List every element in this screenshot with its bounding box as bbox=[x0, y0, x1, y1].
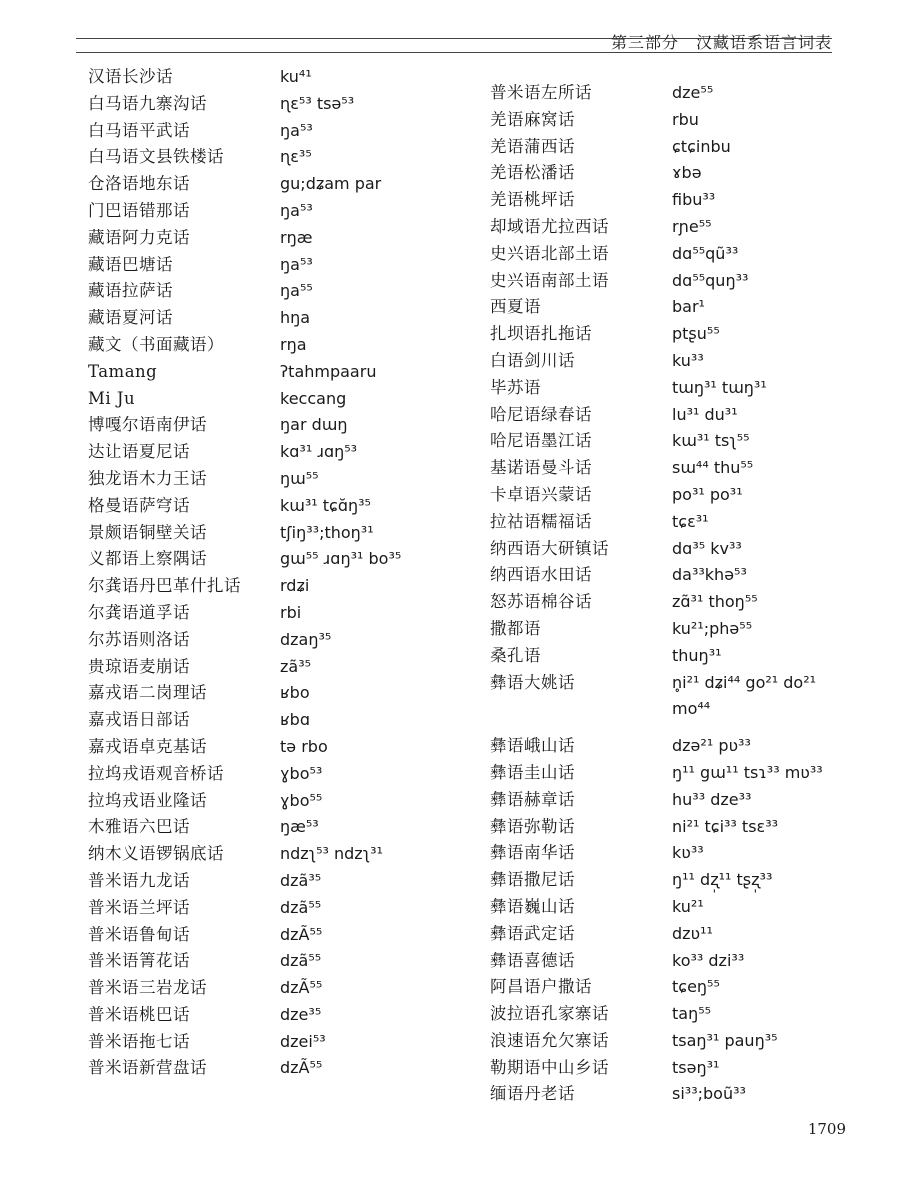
word-form: kɯ³¹ tɕɑ̆ŋ³⁵ bbox=[280, 495, 371, 515]
word-entry-row bbox=[88, 198, 488, 225]
word-form: si³³;boũ³³ bbox=[672, 1084, 746, 1104]
word-form: rŋa bbox=[280, 334, 307, 354]
language-name: 藏文（书面藏语） bbox=[88, 334, 224, 354]
language-name: 彝语圭山话 bbox=[490, 762, 575, 782]
language-name: 史兴语北部土语 bbox=[490, 243, 609, 263]
language-name: 西夏语 bbox=[490, 297, 541, 317]
word-entry-row bbox=[88, 466, 488, 493]
language-name: 卡卓语兴蒙话 bbox=[490, 484, 592, 504]
word-form: ʁbɑ bbox=[280, 710, 310, 730]
word-form: dɑ⁵⁵quŋ³³ bbox=[672, 270, 749, 290]
word-form: tɯŋ³¹ tɯŋ³¹ bbox=[672, 377, 767, 397]
language-name: 尔苏语则洛话 bbox=[88, 629, 190, 649]
word-entry-row bbox=[88, 841, 488, 868]
word-entry-row bbox=[490, 214, 890, 241]
word-entry-row bbox=[490, 268, 890, 295]
word-entry-row bbox=[490, 1028, 890, 1055]
word-form: ko³³ dzi³³ bbox=[672, 950, 745, 970]
word-form: tʃiŋ³³;thoŋ³¹ bbox=[280, 522, 374, 542]
word-entry-row bbox=[490, 840, 890, 867]
word-entry-row bbox=[490, 760, 890, 787]
word-entry-row bbox=[490, 921, 890, 948]
word-entry-row bbox=[88, 922, 488, 949]
language-name: 独龙语木力王话 bbox=[88, 468, 207, 488]
word-form: rbi bbox=[280, 602, 302, 622]
word-entry-row bbox=[490, 402, 890, 429]
word-entry-row bbox=[490, 294, 890, 321]
word-entry-row bbox=[88, 948, 488, 975]
language-name: 义都语上察隅话 bbox=[88, 549, 207, 569]
word-entry-row bbox=[490, 616, 890, 643]
language-name: 纳木义语锣锅底话 bbox=[88, 844, 224, 864]
language-name: 普米语拖七话 bbox=[88, 1031, 190, 1051]
word-entry-row bbox=[490, 375, 890, 402]
language-name: 藏语夏河话 bbox=[88, 308, 173, 328]
right-word-column bbox=[490, 80, 890, 1108]
word-entry-row bbox=[88, 573, 488, 600]
word-form: rɲe⁵⁵ bbox=[672, 216, 712, 236]
word-entry-row bbox=[88, 493, 488, 520]
word-entry-row bbox=[490, 509, 890, 536]
word-entry-row bbox=[88, 225, 488, 252]
language-name: 哈尼语绿春话 bbox=[490, 404, 592, 424]
word-entry-row bbox=[88, 627, 488, 654]
word-form: ŋa⁵³ bbox=[280, 120, 313, 140]
language-name: 扎坝语扎拖话 bbox=[490, 324, 592, 344]
word-form: ŋa⁵³ bbox=[280, 254, 313, 274]
language-name: 嘉戎语二岗理话 bbox=[88, 683, 207, 703]
word-form: ku³³ bbox=[672, 350, 704, 370]
word-entry-row bbox=[88, 975, 488, 1002]
word-form: zã³⁵ bbox=[280, 656, 312, 676]
word-entry-row bbox=[490, 670, 890, 697]
word-form: bar¹ bbox=[672, 297, 705, 317]
word-form: ŋa⁵³ bbox=[280, 200, 313, 220]
word-entry-row bbox=[490, 134, 890, 161]
word-entry-row bbox=[490, 321, 890, 348]
word-form: keccang bbox=[280, 388, 347, 408]
language-name: 白马语九寨沟话 bbox=[88, 93, 207, 113]
word-form: gu;dʑam par bbox=[280, 174, 382, 194]
word-form: dzã³⁵ bbox=[280, 870, 322, 890]
word-entry-row bbox=[88, 252, 488, 279]
language-name: 彝语喜德话 bbox=[490, 950, 575, 970]
language-name: 彝语弥勒话 bbox=[490, 816, 575, 836]
word-form: ŋæ⁵³ bbox=[280, 817, 319, 837]
word-entry-row bbox=[490, 80, 890, 107]
word-entry-row bbox=[490, 643, 890, 670]
word-entry-row bbox=[88, 91, 488, 118]
word-form: rdʑi bbox=[280, 576, 310, 596]
language-name: 白马语文县铁楼话 bbox=[88, 147, 224, 167]
word-form: ku⁴¹ bbox=[280, 67, 312, 86]
word-entry-row bbox=[490, 348, 890, 375]
language-name: 格曼语萨穹话 bbox=[88, 495, 190, 515]
language-name: 怒苏语棉谷话 bbox=[490, 592, 592, 612]
language-name: 景颇语铜壁关话 bbox=[88, 522, 207, 542]
language-name: 普米语桃巴话 bbox=[88, 1004, 190, 1024]
language-name: 普米语三岩龙话 bbox=[88, 978, 207, 998]
language-name: 彝语撒尼话 bbox=[490, 870, 575, 890]
word-entry-row bbox=[490, 1081, 890, 1108]
language-name: 羌语蒲西话 bbox=[490, 136, 575, 156]
word-form: dzə²¹ pʋ³³ bbox=[672, 736, 751, 756]
language-name: 阿昌语户撒话 bbox=[490, 977, 592, 997]
language-name: 门巴语错那话 bbox=[88, 200, 190, 220]
word-form: sɯ⁴⁴ thu⁵⁵ bbox=[672, 458, 754, 478]
language-name: 尔龚语丹巴革什扎话 bbox=[88, 576, 241, 596]
language-name: 缅语丹老话 bbox=[490, 1084, 575, 1104]
word-form: ptʂu⁵⁵ bbox=[672, 324, 720, 344]
language-name: 尔龚语道孚话 bbox=[88, 602, 190, 622]
word-entry-row bbox=[490, 1001, 890, 1028]
word-entry-row bbox=[490, 428, 890, 455]
language-name: 彝语巍山话 bbox=[490, 896, 575, 916]
word-form: ɣbo⁵⁵ bbox=[280, 790, 323, 810]
language-name: 彝语大姚话 bbox=[490, 672, 575, 692]
word-entry-row bbox=[88, 734, 488, 761]
word-entry-row bbox=[490, 562, 890, 589]
word-entry-row bbox=[88, 412, 488, 439]
word-form: dzÃ⁵⁵ bbox=[280, 924, 323, 944]
language-name: 普米语新营盘话 bbox=[88, 1058, 207, 1078]
language-name: 纳西语大研镇话 bbox=[490, 538, 609, 558]
word-form: tɕɛ³¹ bbox=[672, 511, 709, 531]
language-name: 羌语桃坪话 bbox=[490, 190, 575, 210]
word-form: dze³⁵ bbox=[280, 1004, 322, 1024]
word-form: ŋa⁵⁵ bbox=[280, 281, 313, 301]
word-entry-row bbox=[88, 520, 488, 547]
word-entry-row bbox=[490, 948, 890, 975]
word-form: fibu³³ bbox=[672, 190, 716, 210]
word-entry-row bbox=[88, 707, 488, 734]
word-entry-row bbox=[490, 696, 890, 723]
language-name: 哈尼语墨江话 bbox=[490, 431, 592, 451]
language-name: 达让语夏尼话 bbox=[88, 442, 190, 462]
word-entry-row bbox=[88, 1029, 488, 1056]
word-form: ɳɛ⁵³ tsə⁵³ bbox=[280, 93, 355, 113]
word-entry-row bbox=[88, 761, 488, 788]
word-form: ŋɯ⁵⁵ bbox=[280, 468, 319, 488]
word-entry-row bbox=[88, 1002, 488, 1029]
word-form: ɳɛ³⁵ bbox=[280, 147, 312, 167]
word-entry-row bbox=[490, 589, 890, 616]
language-name: 仓洛语地东话 bbox=[88, 174, 190, 194]
language-name: 毕苏语 bbox=[490, 377, 541, 397]
word-form: ɤbə bbox=[672, 163, 702, 183]
word-form: tə rbo bbox=[280, 736, 328, 756]
word-entry-row bbox=[490, 187, 890, 214]
language-name: 藏语巴塘话 bbox=[88, 254, 173, 274]
word-form: thuŋ³¹ bbox=[672, 645, 722, 665]
word-entry-row bbox=[88, 332, 488, 359]
word-form: dɑ³⁵ kv³³ bbox=[672, 538, 742, 558]
word-form: tsaŋ³¹ pauŋ³⁵ bbox=[672, 1030, 778, 1050]
language-name: 彝语赫章话 bbox=[490, 789, 575, 809]
language-name: 浪速语允欠寨话 bbox=[490, 1030, 609, 1050]
language-name: 拉祜语糯福话 bbox=[490, 511, 592, 531]
language-name: 波拉语孔家寨话 bbox=[490, 1004, 609, 1024]
word-form: dzÃ⁵⁵ bbox=[280, 1058, 323, 1078]
word-form: dzaŋ³⁵ bbox=[280, 629, 332, 649]
word-entry-row bbox=[88, 359, 488, 386]
word-form: ŋar dɯŋ bbox=[280, 415, 348, 435]
word-form: ndzʅ⁵³ ndzʅ³¹ bbox=[280, 844, 383, 864]
language-name: 白马语平武话 bbox=[88, 120, 190, 140]
word-form: dzã⁵⁵ bbox=[280, 897, 322, 917]
word-entry-row bbox=[88, 305, 488, 332]
word-entry-row bbox=[88, 788, 488, 815]
word-entry-row bbox=[490, 536, 890, 563]
language-name: 桑孔语 bbox=[490, 645, 541, 665]
language-name: 拉坞戎语观音桥话 bbox=[88, 763, 224, 783]
word-entry-row bbox=[88, 814, 488, 841]
language-name: 普米语箐花话 bbox=[88, 951, 190, 971]
word-entry-row bbox=[490, 733, 890, 760]
word-entry-row bbox=[88, 600, 488, 627]
word-form: kɑ³¹ ɹɑŋ⁵³ bbox=[280, 442, 358, 462]
language-name: 基诺语曼斗话 bbox=[490, 458, 592, 478]
word-entry-row bbox=[490, 814, 890, 841]
word-form: dzÃ⁵⁵ bbox=[280, 978, 323, 998]
language-name: 却域语尤拉西话 bbox=[490, 216, 609, 236]
word-entry-row bbox=[490, 974, 890, 1001]
language-name: 嘉戎语日部话 bbox=[88, 710, 190, 730]
section-title: 第三部分 汉藏语系语言词表 bbox=[610, 33, 832, 52]
language-name: 木雅语六巴话 bbox=[88, 817, 190, 837]
word-form: po³¹ po³¹ bbox=[672, 484, 743, 504]
word-form: kʋ³³ bbox=[672, 843, 704, 863]
word-form: zɑ̃³¹ thoŋ⁵⁵ bbox=[672, 592, 758, 612]
word-entry-row bbox=[88, 278, 488, 305]
word-form: dzã⁵⁵ bbox=[280, 951, 322, 971]
word-form: lu³¹ du³¹ bbox=[672, 404, 738, 424]
word-entry-row bbox=[88, 439, 488, 466]
word-form: dɑ⁵⁵qũ³³ bbox=[672, 243, 739, 263]
page-number: 1709 bbox=[807, 1120, 846, 1138]
language-name: 嘉戎语卓克基话 bbox=[88, 736, 207, 756]
language-name: 藏语拉萨话 bbox=[88, 281, 173, 301]
word-form: ŋ¹¹ gɯ¹¹ tsɿ³³ mʋ³³ bbox=[672, 762, 823, 782]
language-name: 彝语峨山话 bbox=[490, 736, 575, 756]
language-name: 史兴语南部土语 bbox=[490, 270, 609, 290]
word-entry-row bbox=[88, 144, 488, 171]
word-entry-row bbox=[490, 894, 890, 921]
word-form: ʁbo bbox=[280, 683, 310, 703]
word-form: rŋæ bbox=[280, 227, 313, 247]
language-name: 纳西语水田话 bbox=[490, 565, 592, 585]
language-name: 彝语武定话 bbox=[490, 923, 575, 943]
word-form: dzei⁵³ bbox=[280, 1031, 326, 1051]
word-form: taŋ⁵⁵ bbox=[672, 1004, 712, 1024]
language-name: 贵琼语麦崩话 bbox=[88, 656, 190, 676]
word-entry-row bbox=[88, 654, 488, 681]
word-form: da³³khə⁵³ bbox=[672, 565, 747, 585]
word-entry-row bbox=[88, 386, 488, 413]
language-name: 普米语九龙话 bbox=[88, 870, 190, 890]
word-form: kɯ³¹ tsʅ⁵⁵ bbox=[672, 431, 750, 451]
language-name: 拉坞戎语业隆话 bbox=[88, 790, 207, 810]
word-form: hu³³ dze³³ bbox=[672, 789, 752, 809]
word-entry-row bbox=[490, 455, 890, 482]
word-form: tsəŋ³¹ bbox=[672, 1057, 720, 1077]
language-name: 白语剑川话 bbox=[490, 350, 575, 370]
language-name: Mi Ju bbox=[88, 388, 136, 408]
word-form: tɕeŋ⁵⁵ bbox=[672, 977, 720, 997]
word-form: rbu bbox=[672, 109, 699, 129]
word-form: ŋ¹¹ dʐ̩¹¹ tʂʐ̩³³ bbox=[672, 870, 773, 890]
word-form: mo⁴⁴ bbox=[672, 699, 711, 719]
word-form: gɯ⁵⁵ ɹɑŋ³¹ bo³⁵ bbox=[280, 549, 402, 569]
language-name: 羌语松潘话 bbox=[490, 163, 575, 183]
word-entry-row bbox=[490, 241, 890, 268]
word-entry-row bbox=[490, 482, 890, 509]
word-entry-row bbox=[490, 867, 890, 894]
language-name: Tamang bbox=[88, 361, 158, 381]
word-entry-row bbox=[88, 64, 488, 91]
left-word-column bbox=[88, 64, 488, 1082]
word-entry-row bbox=[88, 868, 488, 895]
word-form: hŋa bbox=[280, 308, 311, 328]
word-entry-row bbox=[88, 1055, 488, 1082]
word-form: dze⁵⁵ bbox=[672, 83, 714, 102]
language-name: 羌语麻窝话 bbox=[490, 109, 575, 129]
word-entry-row bbox=[88, 680, 488, 707]
word-form: dzʋ¹¹ bbox=[672, 923, 713, 943]
word-form: ʔtahmpaaru bbox=[280, 361, 377, 381]
word-entry-row bbox=[88, 171, 488, 198]
language-name: 博嘎尔语南伊话 bbox=[88, 415, 207, 435]
page-header bbox=[76, 30, 832, 56]
word-form: ni²¹ tɕi³³ tsɛ³³ bbox=[672, 816, 779, 836]
language-name: 勒期语中山乡话 bbox=[490, 1057, 609, 1077]
word-entry-row bbox=[88, 546, 488, 573]
word-form: ɕtɕinbu bbox=[672, 136, 731, 156]
word-entry-row bbox=[88, 895, 488, 922]
word-entry-row bbox=[490, 160, 890, 187]
word-entry-row bbox=[88, 118, 488, 145]
word-form: ku²¹;phə⁵⁵ bbox=[672, 618, 753, 638]
language-name: 普米语鲁甸话 bbox=[88, 924, 190, 944]
language-name: 汉语长沙话 bbox=[88, 67, 173, 86]
word-form: n̥i²¹ dʑi⁴⁴ go²¹ do²¹ bbox=[672, 672, 817, 692]
language-name: 普米语左所话 bbox=[490, 83, 592, 102]
language-name: 普米语兰坪话 bbox=[88, 897, 190, 917]
word-entry-row bbox=[490, 1055, 890, 1082]
word-entry-row bbox=[490, 107, 890, 134]
word-entry-row bbox=[490, 787, 890, 814]
word-form: ɣbo⁵³ bbox=[280, 763, 323, 783]
language-name: 藏语阿力克话 bbox=[88, 227, 190, 247]
word-form: ku²¹ bbox=[672, 896, 704, 916]
language-name: 撒都语 bbox=[490, 618, 541, 638]
language-name: 彝语南华话 bbox=[490, 843, 575, 863]
